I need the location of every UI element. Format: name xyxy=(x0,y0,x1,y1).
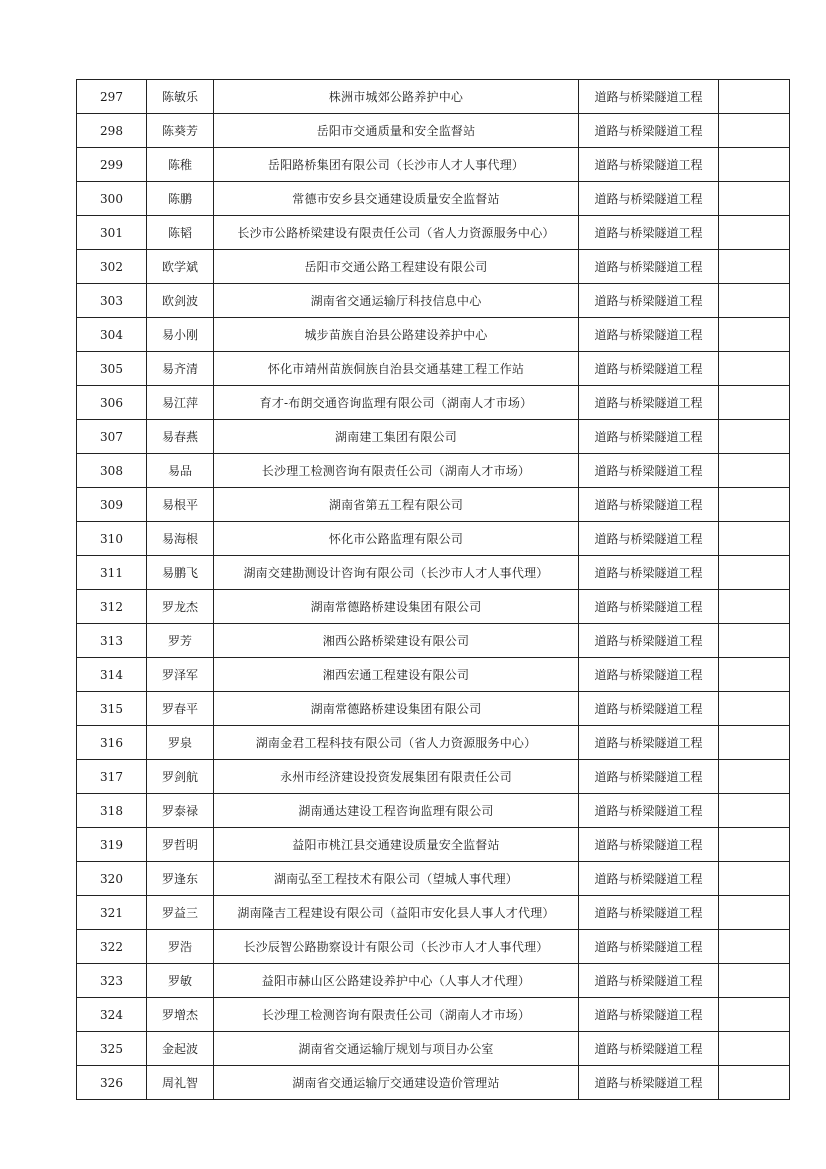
remark-cell xyxy=(719,624,790,658)
remark-cell xyxy=(719,794,790,828)
organization-cell: 湖南隆吉工程建设有限公司（益阳市安化县人事人才代理） xyxy=(214,896,579,930)
row-number-cell: 312 xyxy=(77,590,147,624)
person-name-cell: 陈稚 xyxy=(147,148,214,182)
remark-cell xyxy=(719,556,790,590)
specialty-cell: 道路与桥梁隧道工程 xyxy=(579,760,719,794)
organization-cell: 长沙市公路桥梁建设有限责任公司（省人力资源服务中心） xyxy=(214,216,579,250)
table-row xyxy=(77,488,790,522)
table-row xyxy=(77,1032,790,1066)
specialty-cell: 道路与桥梁隧道工程 xyxy=(579,182,719,216)
remark-cell xyxy=(719,590,790,624)
row-number-cell: 302 xyxy=(77,250,147,284)
table-row xyxy=(77,624,790,658)
organization-cell: 怀化市靖州苗族侗族自治县交通基建工程工作站 xyxy=(214,352,579,386)
specialty-cell: 道路与桥梁隧道工程 xyxy=(579,318,719,352)
remark-cell xyxy=(719,998,790,1032)
person-name-cell: 罗春平 xyxy=(147,692,214,726)
organization-cell: 湖南通达建设工程咨询监理有限公司 xyxy=(214,794,579,828)
organization-cell: 湖南省交通运输厅科技信息中心 xyxy=(214,284,579,318)
person-name-cell: 易江萍 xyxy=(147,386,214,420)
person-name-cell: 罗泉 xyxy=(147,726,214,760)
remark-cell xyxy=(719,964,790,998)
specialty-cell: 道路与桥梁隧道工程 xyxy=(579,896,719,930)
person-name-cell: 易根平 xyxy=(147,488,214,522)
organization-cell: 湖南省交通运输厅规划与项目办公室 xyxy=(214,1032,579,1066)
person-name-cell: 罗剑航 xyxy=(147,760,214,794)
table-row xyxy=(77,420,790,454)
remark-cell xyxy=(719,488,790,522)
person-name-cell: 易小刚 xyxy=(147,318,214,352)
organization-cell: 永州市经济建设投资发展集团有限责任公司 xyxy=(214,760,579,794)
organization-cell: 湖南常德路桥建设集团有限公司 xyxy=(214,692,579,726)
person-name-cell: 金起波 xyxy=(147,1032,214,1066)
row-number-cell: 308 xyxy=(77,454,147,488)
row-number-cell: 307 xyxy=(77,420,147,454)
specialty-cell: 道路与桥梁隧道工程 xyxy=(579,692,719,726)
organization-cell: 岳阳路桥集团有限公司（长沙市人才人事代理） xyxy=(214,148,579,182)
specialty-cell: 道路与桥梁隧道工程 xyxy=(579,488,719,522)
row-number-cell: 315 xyxy=(77,692,147,726)
organization-cell: 湖南常德路桥建设集团有限公司 xyxy=(214,590,579,624)
row-number-cell: 309 xyxy=(77,488,147,522)
table-row xyxy=(77,590,790,624)
row-number-cell: 310 xyxy=(77,522,147,556)
remark-cell xyxy=(719,318,790,352)
row-number-cell: 322 xyxy=(77,930,147,964)
person-name-cell: 罗逢东 xyxy=(147,862,214,896)
specialty-cell: 道路与桥梁隧道工程 xyxy=(579,964,719,998)
table-row xyxy=(77,148,790,182)
remark-cell xyxy=(719,658,790,692)
organization-cell: 湖南交建勘测设计咨询有限公司（长沙市人才人事代理） xyxy=(214,556,579,590)
remark-cell xyxy=(719,80,790,114)
organization-cell: 怀化市公路监理有限公司 xyxy=(214,522,579,556)
specialty-cell: 道路与桥梁隧道工程 xyxy=(579,828,719,862)
specialty-cell: 道路与桥梁隧道工程 xyxy=(579,590,719,624)
specialty-cell: 道路与桥梁隧道工程 xyxy=(579,556,719,590)
table-row xyxy=(77,318,790,352)
organization-cell: 长沙理工检测咨询有限责任公司（湖南人才市场） xyxy=(214,998,579,1032)
remark-cell xyxy=(719,1066,790,1100)
row-number-cell: 298 xyxy=(77,114,147,148)
row-number-cell: 301 xyxy=(77,216,147,250)
specialty-cell: 道路与桥梁隧道工程 xyxy=(579,352,719,386)
row-number-cell: 299 xyxy=(77,148,147,182)
specialty-cell: 道路与桥梁隧道工程 xyxy=(579,148,719,182)
person-name-cell: 易海根 xyxy=(147,522,214,556)
specialty-cell: 道路与桥梁隧道工程 xyxy=(579,250,719,284)
table-body xyxy=(77,80,790,1100)
organization-cell: 湖南省交通运输厅交通建设造价管理站 xyxy=(214,1066,579,1100)
row-number-cell: 319 xyxy=(77,828,147,862)
table-row xyxy=(77,216,790,250)
remark-cell xyxy=(719,828,790,862)
table-row xyxy=(77,1066,790,1100)
person-name-cell: 罗龙杰 xyxy=(147,590,214,624)
table-row xyxy=(77,284,790,318)
organization-cell: 岳阳市交通质量和安全监督站 xyxy=(214,114,579,148)
person-name-cell: 易春燕 xyxy=(147,420,214,454)
remark-cell xyxy=(719,760,790,794)
table-row xyxy=(77,386,790,420)
row-number-cell: 323 xyxy=(77,964,147,998)
row-number-cell: 314 xyxy=(77,658,147,692)
organization-cell: 株洲市城郊公路养护中心 xyxy=(214,80,579,114)
remark-cell xyxy=(719,726,790,760)
specialty-cell: 道路与桥梁隧道工程 xyxy=(579,454,719,488)
remark-cell xyxy=(719,352,790,386)
person-name-cell: 欧学斌 xyxy=(147,250,214,284)
remark-cell xyxy=(719,250,790,284)
remark-cell xyxy=(719,930,790,964)
row-number-cell: 317 xyxy=(77,760,147,794)
specialty-cell: 道路与桥梁隧道工程 xyxy=(579,522,719,556)
remark-cell xyxy=(719,692,790,726)
specialty-cell: 道路与桥梁隧道工程 xyxy=(579,794,719,828)
specialty-cell: 道路与桥梁隧道工程 xyxy=(579,1066,719,1100)
row-number-cell: 311 xyxy=(77,556,147,590)
row-number-cell: 320 xyxy=(77,862,147,896)
remark-cell xyxy=(719,216,790,250)
row-number-cell: 303 xyxy=(77,284,147,318)
specialty-cell: 道路与桥梁隧道工程 xyxy=(579,658,719,692)
specialty-cell: 道路与桥梁隧道工程 xyxy=(579,862,719,896)
table-row xyxy=(77,760,790,794)
table-row xyxy=(77,998,790,1032)
row-number-cell: 300 xyxy=(77,182,147,216)
person-name-cell: 陈韬 xyxy=(147,216,214,250)
row-number-cell: 324 xyxy=(77,998,147,1032)
table-row xyxy=(77,930,790,964)
remark-cell xyxy=(719,420,790,454)
specialty-cell: 道路与桥梁隧道工程 xyxy=(579,998,719,1032)
organization-cell: 城步苗族自治县公路建设养护中心 xyxy=(214,318,579,352)
row-number-cell: 325 xyxy=(77,1032,147,1066)
person-name-cell: 陈敏乐 xyxy=(147,80,214,114)
specialty-cell: 道路与桥梁隧道工程 xyxy=(579,114,719,148)
remark-cell xyxy=(719,522,790,556)
person-name-cell: 罗芳 xyxy=(147,624,214,658)
organization-cell: 长沙辰智公路勘察设计有限公司（长沙市人才人事代理） xyxy=(214,930,579,964)
person-name-cell: 罗增杰 xyxy=(147,998,214,1032)
table-row xyxy=(77,896,790,930)
organization-cell: 常德市安乡县交通建设质量安全监督站 xyxy=(214,182,579,216)
person-name-cell: 陈鹏 xyxy=(147,182,214,216)
row-number-cell: 305 xyxy=(77,352,147,386)
remark-cell xyxy=(719,896,790,930)
remark-cell xyxy=(719,114,790,148)
table-row xyxy=(77,794,790,828)
remark-cell xyxy=(719,454,790,488)
person-name-cell: 周礼智 xyxy=(147,1066,214,1100)
person-name-cell: 罗泰禄 xyxy=(147,794,214,828)
organization-cell: 湖南弘至工程技术有限公司（望城人事代理） xyxy=(214,862,579,896)
organization-cell: 岳阳市交通公路工程建设有限公司 xyxy=(214,250,579,284)
person-name-cell: 陈葵芳 xyxy=(147,114,214,148)
table-row xyxy=(77,80,790,114)
row-number-cell: 304 xyxy=(77,318,147,352)
organization-cell: 益阳市桃江县交通建设质量安全监督站 xyxy=(214,828,579,862)
remark-cell xyxy=(719,1032,790,1066)
table-row xyxy=(77,454,790,488)
organization-cell: 湖南省第五工程有限公司 xyxy=(214,488,579,522)
table-row xyxy=(77,658,790,692)
row-number-cell: 297 xyxy=(77,80,147,114)
specialty-cell: 道路与桥梁隧道工程 xyxy=(579,80,719,114)
organization-cell: 长沙理工检测咨询有限责任公司（湖南人才市场） xyxy=(214,454,579,488)
remark-cell xyxy=(719,182,790,216)
specialty-cell: 道路与桥梁隧道工程 xyxy=(579,216,719,250)
person-name-cell: 罗浩 xyxy=(147,930,214,964)
row-number-cell: 316 xyxy=(77,726,147,760)
table-row xyxy=(77,964,790,998)
organization-cell: 湖南建工集团有限公司 xyxy=(214,420,579,454)
organization-cell: 湘西宏通工程建设有限公司 xyxy=(214,658,579,692)
remark-cell xyxy=(719,386,790,420)
specialty-cell: 道路与桥梁隧道工程 xyxy=(579,284,719,318)
person-name-cell: 罗敏 xyxy=(147,964,214,998)
person-name-cell: 罗益三 xyxy=(147,896,214,930)
specialty-cell: 道路与桥梁隧道工程 xyxy=(579,386,719,420)
table-row xyxy=(77,726,790,760)
organization-cell: 湘西公路桥梁建设有限公司 xyxy=(214,624,579,658)
row-number-cell: 306 xyxy=(77,386,147,420)
organization-cell: 育才-布朗交通咨询监理有限公司（湖南人才市场） xyxy=(214,386,579,420)
remark-cell xyxy=(719,284,790,318)
row-number-cell: 318 xyxy=(77,794,147,828)
specialty-cell: 道路与桥梁隧道工程 xyxy=(579,1032,719,1066)
person-name-cell: 易鹏飞 xyxy=(147,556,214,590)
person-name-cell: 易品 xyxy=(147,454,214,488)
table-row xyxy=(77,692,790,726)
table-row xyxy=(77,250,790,284)
table-row xyxy=(77,182,790,216)
table-row xyxy=(77,352,790,386)
specialty-cell: 道路与桥梁隧道工程 xyxy=(579,624,719,658)
table-row xyxy=(77,522,790,556)
remark-cell xyxy=(719,148,790,182)
table-row xyxy=(77,862,790,896)
person-name-cell: 罗泽军 xyxy=(147,658,214,692)
row-number-cell: 313 xyxy=(77,624,147,658)
personnel-table xyxy=(76,79,790,1100)
person-name-cell: 易齐清 xyxy=(147,352,214,386)
person-name-cell: 欧剑波 xyxy=(147,284,214,318)
row-number-cell: 321 xyxy=(77,896,147,930)
table-row xyxy=(77,114,790,148)
table-row xyxy=(77,556,790,590)
table-row xyxy=(77,828,790,862)
specialty-cell: 道路与桥梁隧道工程 xyxy=(579,420,719,454)
person-name-cell: 罗哲明 xyxy=(147,828,214,862)
row-number-cell: 326 xyxy=(77,1066,147,1100)
organization-cell: 益阳市赫山区公路建设养护中心（人事人才代理） xyxy=(214,964,579,998)
specialty-cell: 道路与桥梁隧道工程 xyxy=(579,930,719,964)
remark-cell xyxy=(719,862,790,896)
organization-cell: 湖南金君工程科技有限公司（省人力资源服务中心） xyxy=(214,726,579,760)
specialty-cell: 道路与桥梁隧道工程 xyxy=(579,726,719,760)
